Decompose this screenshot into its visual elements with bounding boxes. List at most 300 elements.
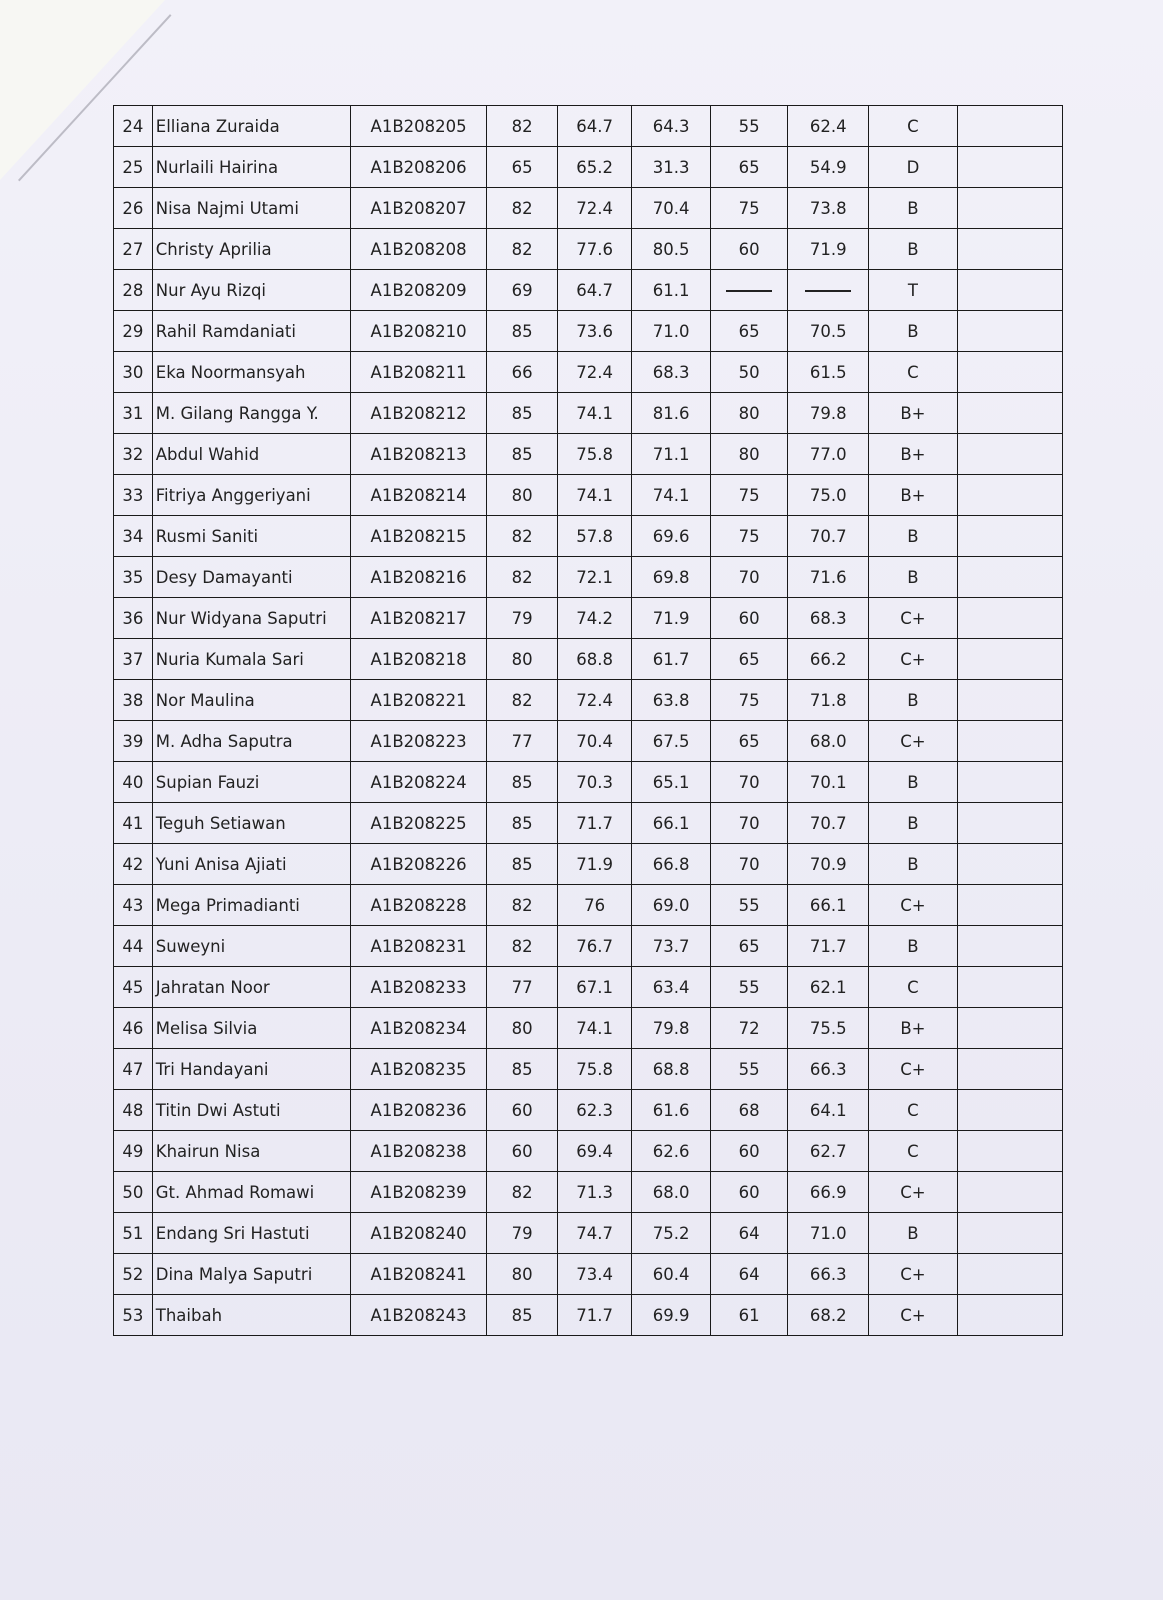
score-2: 67.1 — [557, 967, 631, 1008]
table-row — [114, 1049, 1063, 1090]
student-id: A1B208216 — [350, 557, 487, 598]
score-3: 75.2 — [632, 1213, 711, 1254]
score-4: 55 — [710, 106, 788, 147]
student-name: M. Gilang Rangga Y. — [152, 393, 350, 434]
score-2: 72.1 — [557, 557, 631, 598]
letter-grade: B — [869, 188, 958, 229]
final-score: 62.1 — [788, 967, 869, 1008]
score-2: 71.7 — [557, 1295, 631, 1336]
score-4 — [710, 270, 788, 311]
note-cell — [957, 229, 1062, 270]
student-name: Desy Damayanti — [152, 557, 350, 598]
note-cell — [957, 352, 1062, 393]
row-number: 30 — [114, 352, 153, 393]
student-id: A1B208224 — [350, 762, 487, 803]
score-4: 60 — [710, 1172, 788, 1213]
final-score: 75.5 — [788, 1008, 869, 1049]
note-cell — [957, 1254, 1062, 1295]
student-id: A1B208243 — [350, 1295, 487, 1336]
final-score: 70.1 — [788, 762, 869, 803]
student-name: Endang Sri Hastuti — [152, 1213, 350, 1254]
score-2: 70.4 — [557, 721, 631, 762]
student-name: Fitriya Anggeriyani — [152, 475, 350, 516]
letter-grade: C — [869, 1090, 958, 1131]
score-4: 75 — [710, 475, 788, 516]
score-4: 70 — [710, 557, 788, 598]
score-2: 68.8 — [557, 639, 631, 680]
score-3: 81.6 — [632, 393, 711, 434]
student-id: A1B208221 — [350, 680, 487, 721]
letter-grade: B — [869, 229, 958, 270]
score-4: 60 — [710, 598, 788, 639]
score-4: 64 — [710, 1254, 788, 1295]
row-number: 28 — [114, 270, 153, 311]
note-cell — [957, 762, 1062, 803]
student-name: Gt. Ahmad Romawi — [152, 1172, 350, 1213]
row-number: 50 — [114, 1172, 153, 1213]
letter-grade: B+ — [869, 475, 958, 516]
row-number: 42 — [114, 844, 153, 885]
row-number: 36 — [114, 598, 153, 639]
final-score: 77.0 — [788, 434, 869, 475]
score-1: 85 — [487, 803, 557, 844]
note-cell — [957, 1213, 1062, 1254]
final-score: 66.2 — [788, 639, 869, 680]
final-score: 66.9 — [788, 1172, 869, 1213]
student-id: A1B208208 — [350, 229, 487, 270]
score-4: 65 — [710, 311, 788, 352]
student-id: A1B208207 — [350, 188, 487, 229]
final-score: 70.7 — [788, 516, 869, 557]
student-name: Yuni Anisa Ajiati — [152, 844, 350, 885]
letter-grade: C+ — [869, 1172, 958, 1213]
table-row — [114, 311, 1063, 352]
student-name: Nur Ayu Rizqi — [152, 270, 350, 311]
score-1: 82 — [487, 188, 557, 229]
student-id: A1B208236 — [350, 1090, 487, 1131]
student-name: Nisa Najmi Utami — [152, 188, 350, 229]
note-cell — [957, 516, 1062, 557]
letter-grade: B — [869, 1213, 958, 1254]
student-id: A1B208206 — [350, 147, 487, 188]
note-cell — [957, 1172, 1062, 1213]
score-2: 57.8 — [557, 516, 631, 557]
student-id: A1B208209 — [350, 270, 487, 311]
student-name: Thaibah — [152, 1295, 350, 1336]
student-name: Abdul Wahid — [152, 434, 350, 475]
letter-grade: C+ — [869, 885, 958, 926]
letter-grade: B — [869, 762, 958, 803]
table-row — [114, 188, 1063, 229]
score-4: 65 — [710, 926, 788, 967]
student-id: A1B208223 — [350, 721, 487, 762]
table-row — [114, 1090, 1063, 1131]
score-3: 71.0 — [632, 311, 711, 352]
table-row — [114, 1254, 1063, 1295]
missing-value-dash — [726, 290, 772, 292]
table-row — [114, 352, 1063, 393]
note-cell — [957, 106, 1062, 147]
note-cell — [957, 680, 1062, 721]
row-number: 34 — [114, 516, 153, 557]
score-1: 82 — [487, 1172, 557, 1213]
score-2: 71.3 — [557, 1172, 631, 1213]
letter-grade: B+ — [869, 1008, 958, 1049]
score-3: 74.1 — [632, 475, 711, 516]
student-name: Nuria Kumala Sari — [152, 639, 350, 680]
student-id: A1B208238 — [350, 1131, 487, 1172]
note-cell — [957, 1008, 1062, 1049]
score-2: 64.7 — [557, 270, 631, 311]
table-row — [114, 147, 1063, 188]
note-cell — [957, 803, 1062, 844]
letter-grade: B — [869, 844, 958, 885]
student-name: Supian Fauzi — [152, 762, 350, 803]
final-score: 79.8 — [788, 393, 869, 434]
letter-grade: D — [869, 147, 958, 188]
score-2: 76.7 — [557, 926, 631, 967]
score-4: 70 — [710, 762, 788, 803]
score-4: 75 — [710, 188, 788, 229]
table-row — [114, 270, 1063, 311]
student-id: A1B208214 — [350, 475, 487, 516]
score-2: 74.2 — [557, 598, 631, 639]
row-number: 51 — [114, 1213, 153, 1254]
student-name: Jahratan Noor — [152, 967, 350, 1008]
score-1: 80 — [487, 1254, 557, 1295]
row-number: 52 — [114, 1254, 153, 1295]
row-number: 53 — [114, 1295, 153, 1336]
student-name: Khairun Nisa — [152, 1131, 350, 1172]
score-1: 77 — [487, 967, 557, 1008]
note-cell — [957, 639, 1062, 680]
score-4: 55 — [710, 967, 788, 1008]
table-row — [114, 680, 1063, 721]
score-3: 67.5 — [632, 721, 711, 762]
score-1: 82 — [487, 516, 557, 557]
student-name: Elliana Zuraida — [152, 106, 350, 147]
table-row — [114, 1172, 1063, 1213]
table-row — [114, 1131, 1063, 1172]
student-name: Rahil Ramdaniati — [152, 311, 350, 352]
table-row — [114, 475, 1063, 516]
table-row — [114, 1295, 1063, 1336]
letter-grade: B — [869, 516, 958, 557]
score-1: 85 — [487, 434, 557, 475]
score-1: 85 — [487, 844, 557, 885]
final-score: 68.2 — [788, 1295, 869, 1336]
letter-grade: C+ — [869, 1295, 958, 1336]
student-name: Nurlaili Hairina — [152, 147, 350, 188]
score-3: 70.4 — [632, 188, 711, 229]
score-4: 65 — [710, 721, 788, 762]
student-id: A1B208235 — [350, 1049, 487, 1090]
score-1: 79 — [487, 1213, 557, 1254]
score-3: 31.3 — [632, 147, 711, 188]
student-id: A1B208215 — [350, 516, 487, 557]
final-score: 68.3 — [788, 598, 869, 639]
letter-grade: C — [869, 967, 958, 1008]
score-3: 61.1 — [632, 270, 711, 311]
final-score: 71.7 — [788, 926, 869, 967]
note-cell — [957, 147, 1062, 188]
score-2: 76 — [557, 885, 631, 926]
student-id: A1B208211 — [350, 352, 487, 393]
final-score: 75.0 — [788, 475, 869, 516]
score-4: 64 — [710, 1213, 788, 1254]
row-number: 45 — [114, 967, 153, 1008]
score-4: 60 — [710, 229, 788, 270]
final-score: 71.0 — [788, 1213, 869, 1254]
score-2: 70.3 — [557, 762, 631, 803]
student-name: Nur Widyana Saputri — [152, 598, 350, 639]
final-score: 70.5 — [788, 311, 869, 352]
student-name: Dina Malya Saputri — [152, 1254, 350, 1295]
final-score: 61.5 — [788, 352, 869, 393]
score-4: 55 — [710, 1049, 788, 1090]
final-score: 70.9 — [788, 844, 869, 885]
score-3: 73.7 — [632, 926, 711, 967]
note-cell — [957, 434, 1062, 475]
table-row — [114, 434, 1063, 475]
student-id: A1B208231 — [350, 926, 487, 967]
score-3: 62.6 — [632, 1131, 711, 1172]
table-row — [114, 598, 1063, 639]
note-cell — [957, 475, 1062, 516]
score-3: 66.8 — [632, 844, 711, 885]
note-cell — [957, 188, 1062, 229]
score-3: 63.4 — [632, 967, 711, 1008]
row-number: 44 — [114, 926, 153, 967]
final-score: 71.9 — [788, 229, 869, 270]
score-1: 82 — [487, 229, 557, 270]
score-4: 55 — [710, 885, 788, 926]
score-2: 64.7 — [557, 106, 631, 147]
score-1: 79 — [487, 598, 557, 639]
final-score: 66.3 — [788, 1049, 869, 1090]
letter-grade: T — [869, 270, 958, 311]
score-1: 82 — [487, 557, 557, 598]
score-1: 82 — [487, 106, 557, 147]
final-score: 54.9 — [788, 147, 869, 188]
score-1: 60 — [487, 1131, 557, 1172]
score-3: 68.3 — [632, 352, 711, 393]
letter-grade: C — [869, 106, 958, 147]
score-2: 71.7 — [557, 803, 631, 844]
score-2: 77.6 — [557, 229, 631, 270]
letter-grade: C+ — [869, 721, 958, 762]
note-cell — [957, 885, 1062, 926]
score-4: 72 — [710, 1008, 788, 1049]
score-1: 85 — [487, 393, 557, 434]
score-4: 65 — [710, 639, 788, 680]
row-number: 41 — [114, 803, 153, 844]
table-row — [114, 393, 1063, 434]
row-number: 49 — [114, 1131, 153, 1172]
letter-grade: C — [869, 1131, 958, 1172]
letter-grade: B+ — [869, 434, 958, 475]
score-1: 80 — [487, 1008, 557, 1049]
row-number: 32 — [114, 434, 153, 475]
student-id: A1B208225 — [350, 803, 487, 844]
student-id: A1B208226 — [350, 844, 487, 885]
score-2: 73.6 — [557, 311, 631, 352]
score-3: 61.7 — [632, 639, 711, 680]
score-1: 82 — [487, 926, 557, 967]
score-3: 68.8 — [632, 1049, 711, 1090]
final-score: 71.8 — [788, 680, 869, 721]
row-number: 26 — [114, 188, 153, 229]
table-row — [114, 762, 1063, 803]
table-row — [114, 516, 1063, 557]
score-4: 75 — [710, 680, 788, 721]
note-cell — [957, 844, 1062, 885]
letter-grade: B — [869, 803, 958, 844]
score-3: 71.9 — [632, 598, 711, 639]
letter-grade: B+ — [869, 393, 958, 434]
score-1: 80 — [487, 639, 557, 680]
score-1: 66 — [487, 352, 557, 393]
final-score: 64.1 — [788, 1090, 869, 1131]
note-cell — [957, 557, 1062, 598]
note-cell — [957, 598, 1062, 639]
score-1: 85 — [487, 311, 557, 352]
final-score: 68.0 — [788, 721, 869, 762]
student-id: A1B208217 — [350, 598, 487, 639]
row-number: 31 — [114, 393, 153, 434]
final-score: 66.3 — [788, 1254, 869, 1295]
score-4: 70 — [710, 844, 788, 885]
note-cell — [957, 1295, 1062, 1336]
student-name: Teguh Setiawan — [152, 803, 350, 844]
score-3: 63.8 — [632, 680, 711, 721]
score-2: 75.8 — [557, 434, 631, 475]
table-row — [114, 1008, 1063, 1049]
student-id: A1B208241 — [350, 1254, 487, 1295]
note-cell — [957, 270, 1062, 311]
score-2: 73.4 — [557, 1254, 631, 1295]
table-row — [114, 721, 1063, 762]
table-row — [114, 639, 1063, 680]
note-cell — [957, 393, 1062, 434]
score-3: 61.6 — [632, 1090, 711, 1131]
score-1: 65 — [487, 147, 557, 188]
row-number: 37 — [114, 639, 153, 680]
letter-grade: B — [869, 557, 958, 598]
letter-grade: B — [869, 926, 958, 967]
row-number: 39 — [114, 721, 153, 762]
score-3: 66.1 — [632, 803, 711, 844]
student-name: Rusmi Saniti — [152, 516, 350, 557]
student-name: Mega Primadianti — [152, 885, 350, 926]
table-row — [114, 229, 1063, 270]
score-3: 64.3 — [632, 106, 711, 147]
letter-grade: C+ — [869, 1049, 958, 1090]
note-cell — [957, 311, 1062, 352]
letter-grade: C+ — [869, 1254, 958, 1295]
row-number: 35 — [114, 557, 153, 598]
score-1: 69 — [487, 270, 557, 311]
score-3: 60.4 — [632, 1254, 711, 1295]
letter-grade: C — [869, 352, 958, 393]
student-id: A1B208228 — [350, 885, 487, 926]
student-id: A1B208218 — [350, 639, 487, 680]
student-id: A1B208212 — [350, 393, 487, 434]
final-score — [788, 270, 869, 311]
score-3: 79.8 — [632, 1008, 711, 1049]
student-name: M. Adha Saputra — [152, 721, 350, 762]
grade-table — [113, 105, 1063, 1336]
student-name: Melisa Silvia — [152, 1008, 350, 1049]
score-4: 80 — [710, 434, 788, 475]
score-1: 82 — [487, 680, 557, 721]
score-1: 60 — [487, 1090, 557, 1131]
final-score: 62.7 — [788, 1131, 869, 1172]
score-2: 75.8 — [557, 1049, 631, 1090]
score-4: 75 — [710, 516, 788, 557]
row-number: 29 — [114, 311, 153, 352]
score-3: 69.8 — [632, 557, 711, 598]
score-2: 74.1 — [557, 1008, 631, 1049]
student-name: Nor Maulina — [152, 680, 350, 721]
row-number: 48 — [114, 1090, 153, 1131]
score-3: 69.9 — [632, 1295, 711, 1336]
row-number: 25 — [114, 147, 153, 188]
missing-value-dash — [805, 290, 851, 292]
student-id: A1B208239 — [350, 1172, 487, 1213]
score-4: 50 — [710, 352, 788, 393]
student-name: Titin Dwi Astuti — [152, 1090, 350, 1131]
score-3: 69.6 — [632, 516, 711, 557]
score-2: 65.2 — [557, 147, 631, 188]
score-1: 85 — [487, 1295, 557, 1336]
final-score: 66.1 — [788, 885, 869, 926]
score-1: 82 — [487, 885, 557, 926]
table-row — [114, 926, 1063, 967]
table-row — [114, 803, 1063, 844]
score-3: 68.0 — [632, 1172, 711, 1213]
table-row — [114, 557, 1063, 598]
student-name: Christy Aprilia — [152, 229, 350, 270]
score-3: 71.1 — [632, 434, 711, 475]
score-4: 60 — [710, 1131, 788, 1172]
row-number: 40 — [114, 762, 153, 803]
student-name: Eka Noormansyah — [152, 352, 350, 393]
score-1: 77 — [487, 721, 557, 762]
final-score: 62.4 — [788, 106, 869, 147]
table-row — [114, 885, 1063, 926]
student-id: A1B208213 — [350, 434, 487, 475]
score-2: 62.3 — [557, 1090, 631, 1131]
note-cell — [957, 967, 1062, 1008]
row-number: 24 — [114, 106, 153, 147]
note-cell — [957, 1090, 1062, 1131]
note-cell — [957, 721, 1062, 762]
table-row — [114, 1213, 1063, 1254]
score-4: 68 — [710, 1090, 788, 1131]
score-2: 71.9 — [557, 844, 631, 885]
row-number: 33 — [114, 475, 153, 516]
score-3: 80.5 — [632, 229, 711, 270]
score-2: 69.4 — [557, 1131, 631, 1172]
final-score: 73.8 — [788, 188, 869, 229]
note-cell — [957, 1049, 1062, 1090]
note-cell — [957, 926, 1062, 967]
score-3: 65.1 — [632, 762, 711, 803]
row-number: 46 — [114, 1008, 153, 1049]
letter-grade: B — [869, 311, 958, 352]
score-2: 72.4 — [557, 352, 631, 393]
